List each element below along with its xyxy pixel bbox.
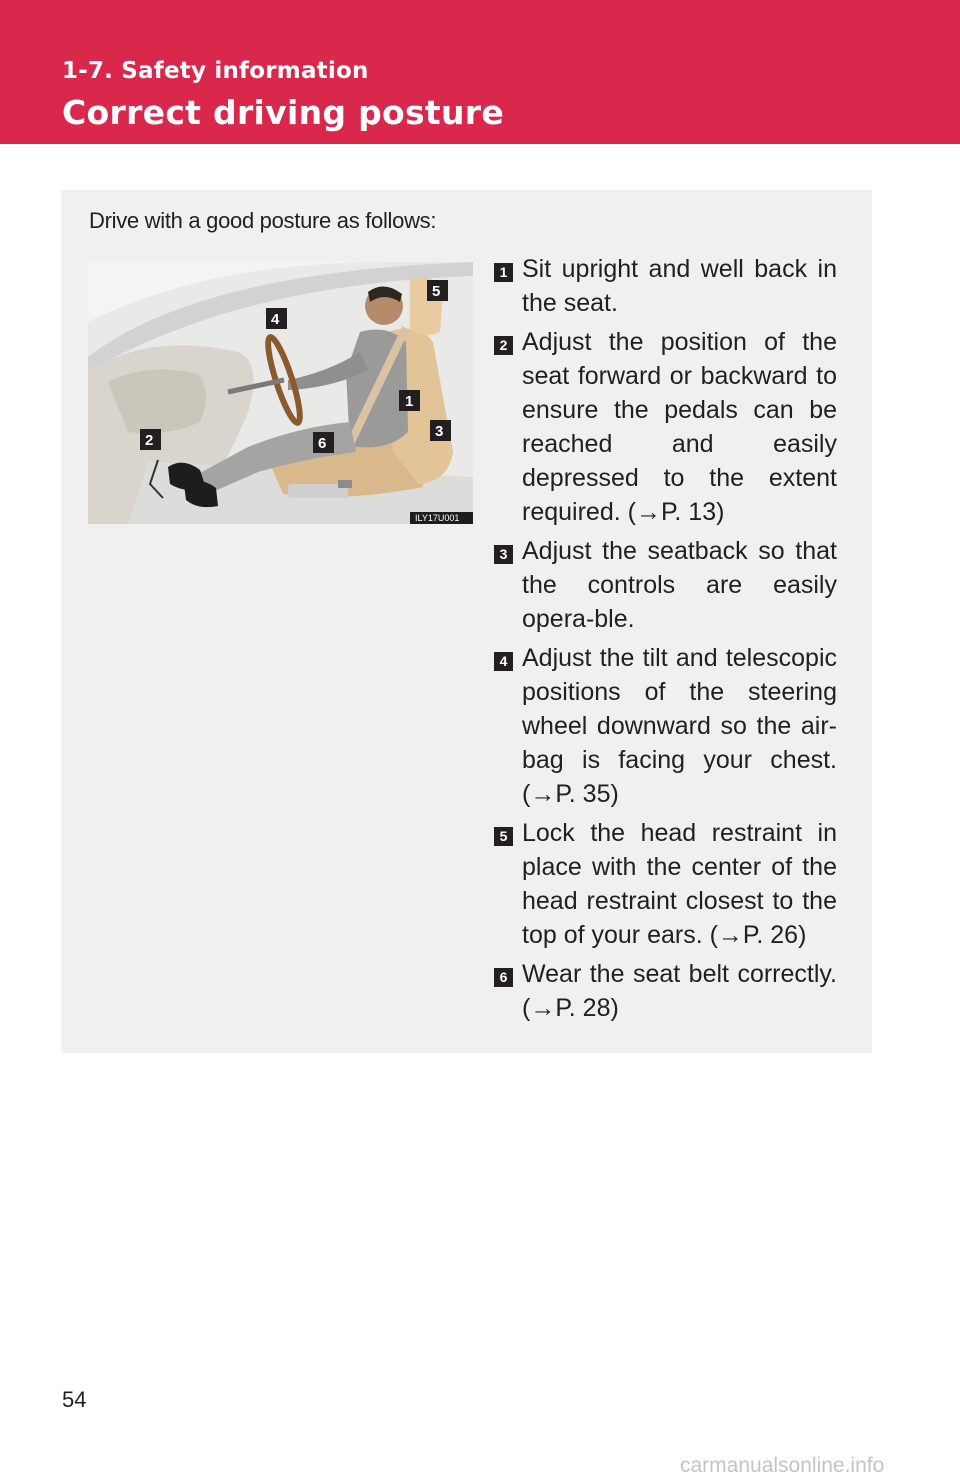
content-panel — [61, 190, 872, 1053]
list-item — [494, 957, 837, 1025]
list-item — [494, 325, 837, 529]
callout-3-label: 3 — [435, 423, 444, 440]
step-number-badge: 4 — [494, 652, 513, 671]
callout-6-label: 6 — [318, 435, 327, 452]
header-bar — [0, 0, 960, 144]
list-item — [494, 252, 837, 320]
step-number-badge: 6 — [494, 968, 513, 987]
list-item — [494, 534, 837, 636]
list-item — [494, 816, 837, 952]
step-text: Sit upright and well back in the seat. — [522, 255, 837, 317]
step-number-badge: 5 — [494, 827, 513, 846]
step-text: Adjust the tilt and telescopic positions of the steering wheel downward so the air-bag is facing your chest. (→P. 35) — [522, 644, 837, 808]
step-text: Adjust the position of the seat forward or backward to ensure the pedals can be reached and easily depressed to the extent required. (→P. 13) — [522, 328, 837, 526]
callout-2-label: 2 — [145, 432, 154, 449]
page-title: Correct driving posture — [62, 93, 505, 132]
step-text: Wear the seat belt correctly. (→P. 28) — [522, 960, 837, 1022]
step-text: Lock the head restraint in place with the center of the head restraint closest to the top of your ears. (→P. 26) — [522, 819, 837, 949]
image-code: ILY17U001 — [415, 513, 460, 523]
list-item — [494, 641, 837, 811]
posture-steps-list — [494, 252, 837, 1030]
callout-4-label: 4 — [271, 311, 280, 328]
callout-1-label: 1 — [405, 393, 414, 410]
step-number-badge: 3 — [494, 545, 513, 564]
driving-posture-illustration — [88, 262, 473, 524]
callout-5-label: 5 — [432, 283, 441, 300]
step-text: Adjust the seatback so that the controls are easily opera-ble. — [522, 537, 837, 633]
step-number-badge: 1 — [494, 263, 513, 282]
intro-text: Drive with a good posture as follows: — [89, 208, 437, 233]
watermark-text: carmanualsonline.info — [680, 1454, 885, 1477]
page-number: 54 — [62, 1387, 87, 1412]
step-number-badge: 2 — [494, 336, 513, 355]
section-label: 1-7. Safety information — [62, 58, 369, 84]
